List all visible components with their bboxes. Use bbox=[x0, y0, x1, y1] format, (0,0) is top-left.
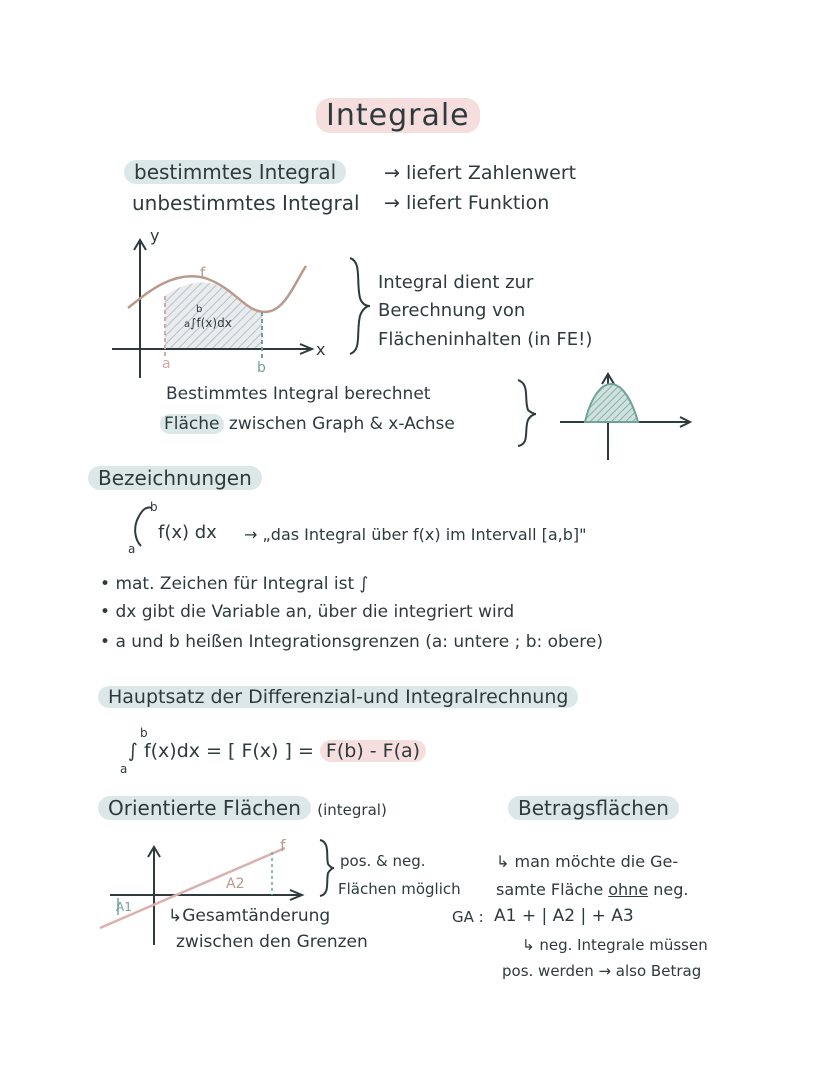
absolute-note-1: ↳ neg. Integrale müssen bbox=[522, 936, 708, 954]
oriented-a2: A2 bbox=[226, 876, 245, 892]
oriented-a1: A1 bbox=[116, 900, 132, 914]
notation-heading-text: Bezeichnungen bbox=[88, 466, 262, 490]
oriented-heading-text: Orientierte Flächen bbox=[98, 796, 311, 820]
notation-bullet-3-text: a und b heißen Integrationsgrenzen (a: untere ; b: obere) bbox=[115, 632, 603, 652]
definite-integral-term: bestimmtes Integral bbox=[124, 160, 346, 184]
notation-meaning: → „das Integral über f(x) im Intervall [a,b]" bbox=[244, 525, 587, 544]
oriented-change-line-2: zwischen den Grenzen bbox=[176, 932, 368, 952]
notation-bullet-1: • mat. Zeichen für Integral ist ∫ bbox=[100, 574, 369, 594]
oriented-change-text: Gesamtänderung bbox=[182, 906, 331, 926]
absolute-note-2: pos. werden → also Betrag bbox=[502, 962, 702, 980]
notation-bullet-2-text: dx gibt die Variable an, über die integriert wird bbox=[115, 602, 515, 622]
oriented-change-line-1 bbox=[168, 906, 330, 926]
definite-note-line-1: Bestimmtes Integral berechnet bbox=[166, 384, 431, 404]
theorem-heading bbox=[98, 686, 578, 708]
oriented-arrow: ↳ bbox=[168, 906, 183, 926]
notation-lower: a bbox=[128, 542, 136, 556]
notation-bullet-3: • a und b heißen Integrationsgrenzen (a: untere ; b: obere) bbox=[100, 632, 603, 652]
absolute-heading bbox=[508, 796, 679, 820]
notation-bullet-1-text: mat. Zeichen für Integral ist ∫ bbox=[115, 574, 369, 594]
definite-note-rest: zwischen Graph & x-Achse bbox=[223, 414, 455, 434]
graph1-a-label: a bbox=[162, 356, 171, 372]
absolute-line-2 bbox=[496, 880, 688, 899]
notation-upper: b bbox=[150, 500, 158, 514]
graph1-b-label: b bbox=[257, 360, 266, 376]
definite-result: → liefert Zahlenwert bbox=[384, 162, 577, 184]
theorem-rhs: F(b) - F(a) bbox=[320, 740, 426, 762]
oriented-brace-line-1: pos. & neg. bbox=[340, 852, 426, 870]
oriented-brace-line-2: Flächen möglich bbox=[338, 880, 461, 898]
graph1-integral-label bbox=[184, 316, 232, 330]
definite-brace bbox=[518, 380, 536, 446]
graph1-x-label: x bbox=[316, 340, 326, 359]
purpose-line-1: Integral dient zur bbox=[378, 272, 534, 293]
oriented-sub: (integral) bbox=[317, 801, 387, 819]
graph1-f-label: f bbox=[200, 264, 206, 282]
absolute-heading-text: Betragsflächen bbox=[508, 796, 679, 820]
absolute-line-2-underlined: ohne bbox=[608, 880, 649, 899]
theorem-upper: b bbox=[140, 726, 148, 740]
absolute-line-2-end: neg. bbox=[648, 880, 689, 899]
absolute-formula-label: GA : bbox=[452, 908, 484, 926]
absolute-line-1: ↳ man möchte die Ge- bbox=[496, 852, 679, 871]
graph1-integral-lower: a bbox=[184, 319, 191, 330]
graph1-integral-upper: b bbox=[196, 304, 203, 315]
indefinite-integral-term: unbestimmtes Integral bbox=[132, 191, 360, 215]
absolute-line-2-start: samte Fläche bbox=[496, 880, 609, 899]
notation-bullet-2: • dx gibt die Variable an, über die integriert wird bbox=[100, 602, 515, 622]
purpose-line-3: Flächeninhalten (in FE!) bbox=[378, 329, 593, 350]
graph1-y-label: y bbox=[150, 226, 160, 245]
indefinite-result: → liefert Funktion bbox=[384, 192, 550, 214]
purpose-line-2: Berechnung von bbox=[378, 300, 526, 321]
theorem-eq: = bbox=[291, 740, 320, 762]
oriented-f-label: f bbox=[280, 836, 286, 855]
parabola-area bbox=[585, 384, 638, 422]
theorem-formula bbox=[128, 740, 426, 762]
graph1-integral-expr: ∫f(x)dx bbox=[190, 316, 232, 330]
notation-heading bbox=[88, 466, 262, 490]
page-title: Integrale bbox=[316, 98, 480, 133]
notation-expr: f(x) dx bbox=[158, 522, 217, 543]
oriented-heading bbox=[98, 796, 387, 820]
theorem-heading-text: Hauptsatz der Differenzial-und Integralrechnung bbox=[98, 686, 578, 708]
purpose-brace bbox=[350, 258, 370, 354]
definite-note-highlight: Fläche bbox=[160, 414, 224, 434]
definite-note-line-2 bbox=[160, 414, 455, 434]
absolute-formula: A1 + | A2 | + A3 bbox=[494, 906, 634, 926]
theorem-lower: a bbox=[120, 762, 128, 776]
theorem-lhs: ∫ f(x)dx = bbox=[128, 740, 229, 762]
theorem-bracket: [ F(x) ] bbox=[228, 740, 292, 762]
